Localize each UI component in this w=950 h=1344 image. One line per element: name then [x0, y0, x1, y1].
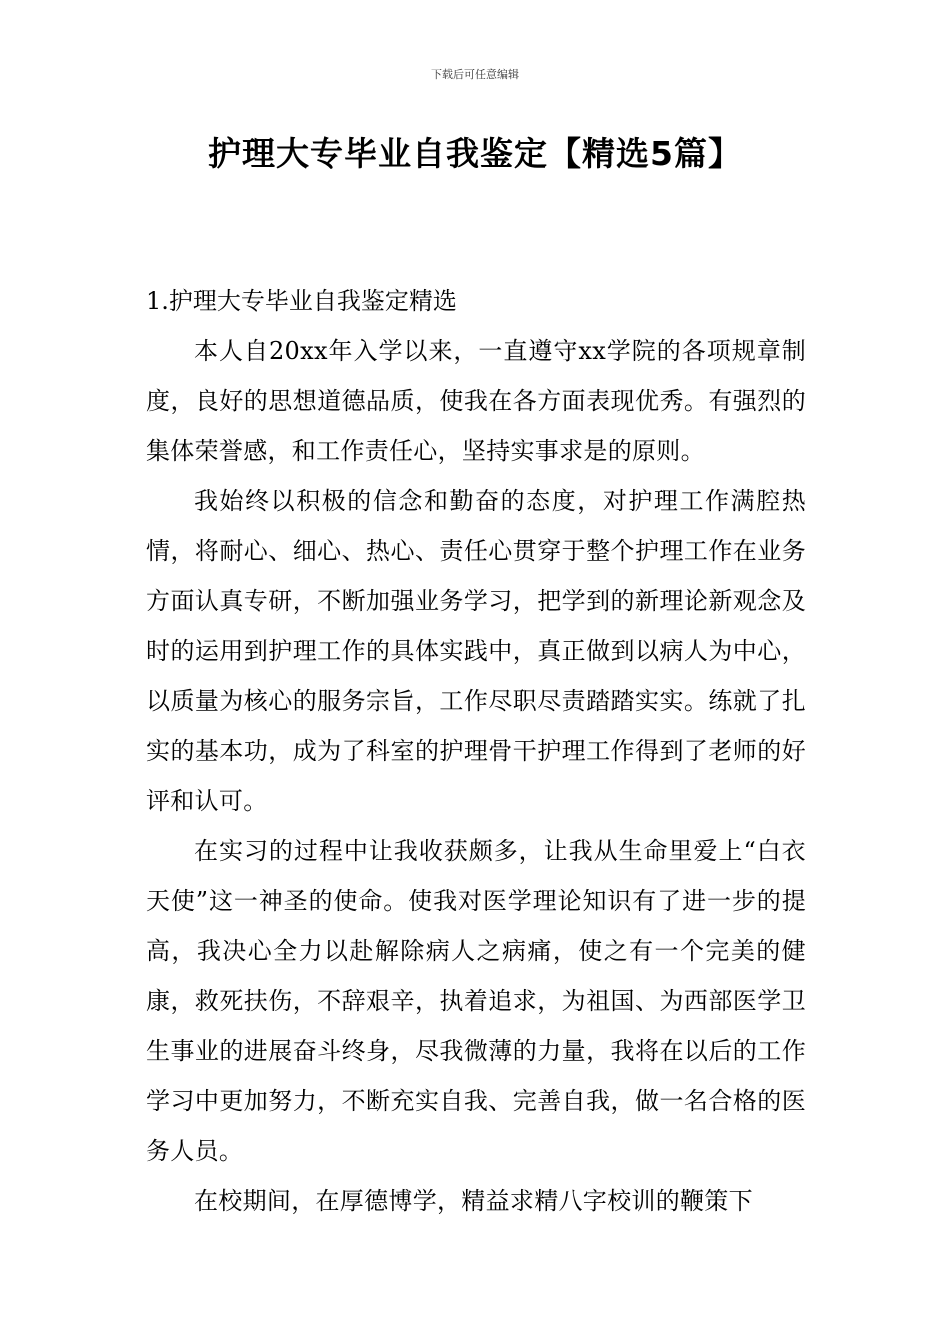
header-note: 下载后可任意编辑 [431, 68, 519, 81]
section-heading: 1.护理大专毕业自我鉴定精选 [146, 287, 457, 315]
page-title: 护理大专毕业自我鉴定【精选5篇】 [208, 134, 742, 173]
paragraph: 在实习的过程中让我收获颇多，让我从生命里爱上“白衣天使”这一神圣的使命。使我对医学理论知识有了进一步的提高，我决心全力以赴解除病人之病痛，使之有一个完美的健康，救死扶伤，不辞艰辛，执着追求，为祖国、为西部医学卫生事业的进展奋斗终身，尽我微薄的力量，我将在以后的工作学习中更加努力，不断充实自我、完善自我，做一名合格的医务人员。 [146, 837, 806, 1165]
document-body [146, 276, 806, 1226]
paragraph: 本人自20xx年入学以来，一直遵守xx学院的各项规章制度，良好的思想道德品质，使我在各方面表现优秀。有强烈的集体荣誉感，和工作责任心，坚持实事求是的原则。 [146, 337, 806, 465]
paragraph: 我始终以积极的信念和勤奋的态度，对护理工作满腔热情，将耐心、细心、热心、责任心贯穿于整个护理工作在业务方面认真专研，不断加强业务学习，把学到的新理论新观念及时的运用到护理工作的具体实践中，真正做到以病人为中心，以质量为核心的服务宗旨，工作尽职尽责踏踏实实。练就了扎实的基本功，成为了科室的护理骨干护理工作得到了老师的好评和认可。 [146, 487, 806, 815]
paragraph: 在校期间，在厚德博学，精益求精八字校训的鞭策下 [194, 1187, 753, 1215]
